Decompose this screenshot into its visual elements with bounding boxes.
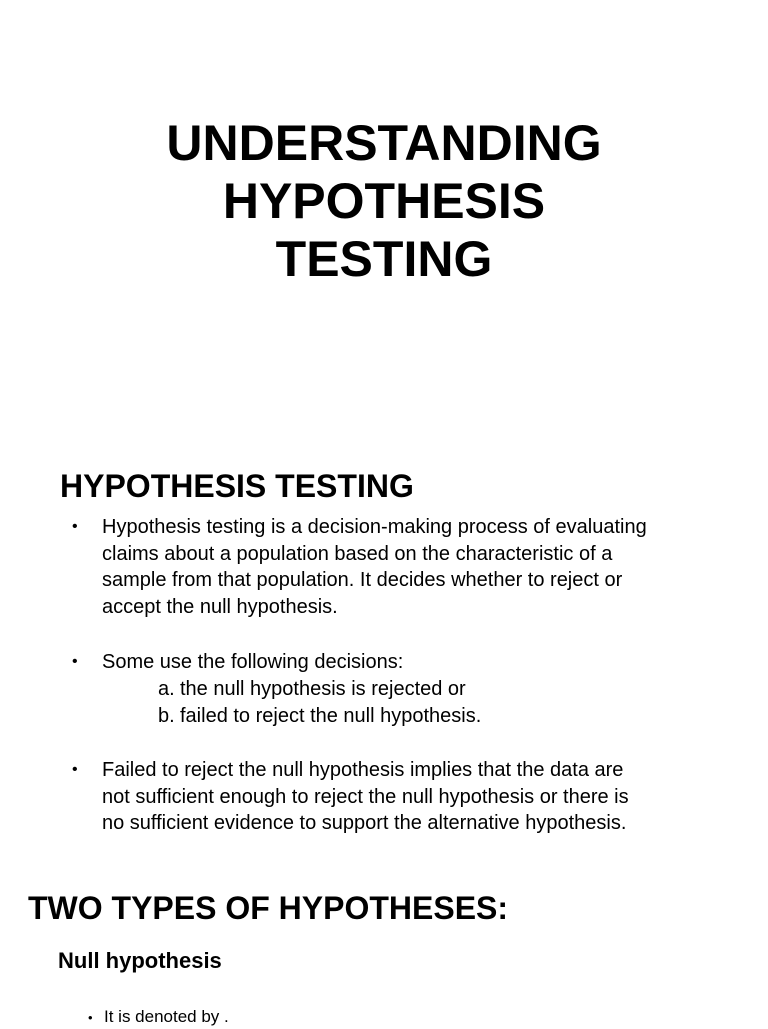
sub-item-letter: b. [158, 705, 175, 727]
bullet-line: no sufficient evidence to support the alternative hypothesis. [102, 812, 627, 834]
main-title-line-2: HYPOTHESIS [222, 173, 546, 229]
bullet-dot: • [72, 653, 78, 670]
bullet-line: Hypothesis testing is a decision-making process of evaluating [102, 516, 647, 538]
bullet-line: not sufficient enough to reject the null hypothesis or there is [102, 785, 629, 808]
null-hypothesis-bullet-text: It is denoted by . [104, 1007, 229, 1026]
hypothesis-testing-heading: HYPOTHESIS TESTING [60, 468, 414, 504]
bullet-line: sample from that population. It decides whether to reject or [102, 569, 623, 591]
two-types-heading: TWO TYPES OF HYPOTHESES: [28, 890, 509, 926]
null-hypothesis-bullet [88, 1006, 229, 1029]
null-hypothesis-heading: Null hypothesis [58, 948, 222, 973]
bullet-text [102, 514, 722, 620]
sub-item-text: the null hypothesis is rejected or [180, 678, 466, 700]
bullet-text [102, 649, 722, 676]
main-title [0, 114, 768, 288]
title-slide [0, 0, 768, 420]
bullet-text [102, 757, 722, 837]
main-title-line-3: TESTING [275, 231, 493, 287]
sub-item-letter: a. [158, 678, 175, 700]
sub-item-b [158, 703, 481, 730]
sub-item-a [158, 676, 466, 703]
bullet-line: Failed to reject the null hypothesis implies that the data are [102, 759, 624, 781]
sub-item-text: failed to reject the null hypothesis. [180, 705, 482, 727]
main-title-line-1: UNDERSTANDING [166, 115, 602, 171]
bullet-dot: • [72, 518, 78, 535]
bullet-dot: • [72, 761, 78, 778]
bullet-line: claims about a population based on the characteristic of a [102, 542, 613, 565]
bullet-line: Some use the following decisions: [102, 651, 404, 673]
bullet-line: accept the null hypothesis. [102, 595, 338, 618]
bullet-dot: • [88, 1010, 93, 1025]
